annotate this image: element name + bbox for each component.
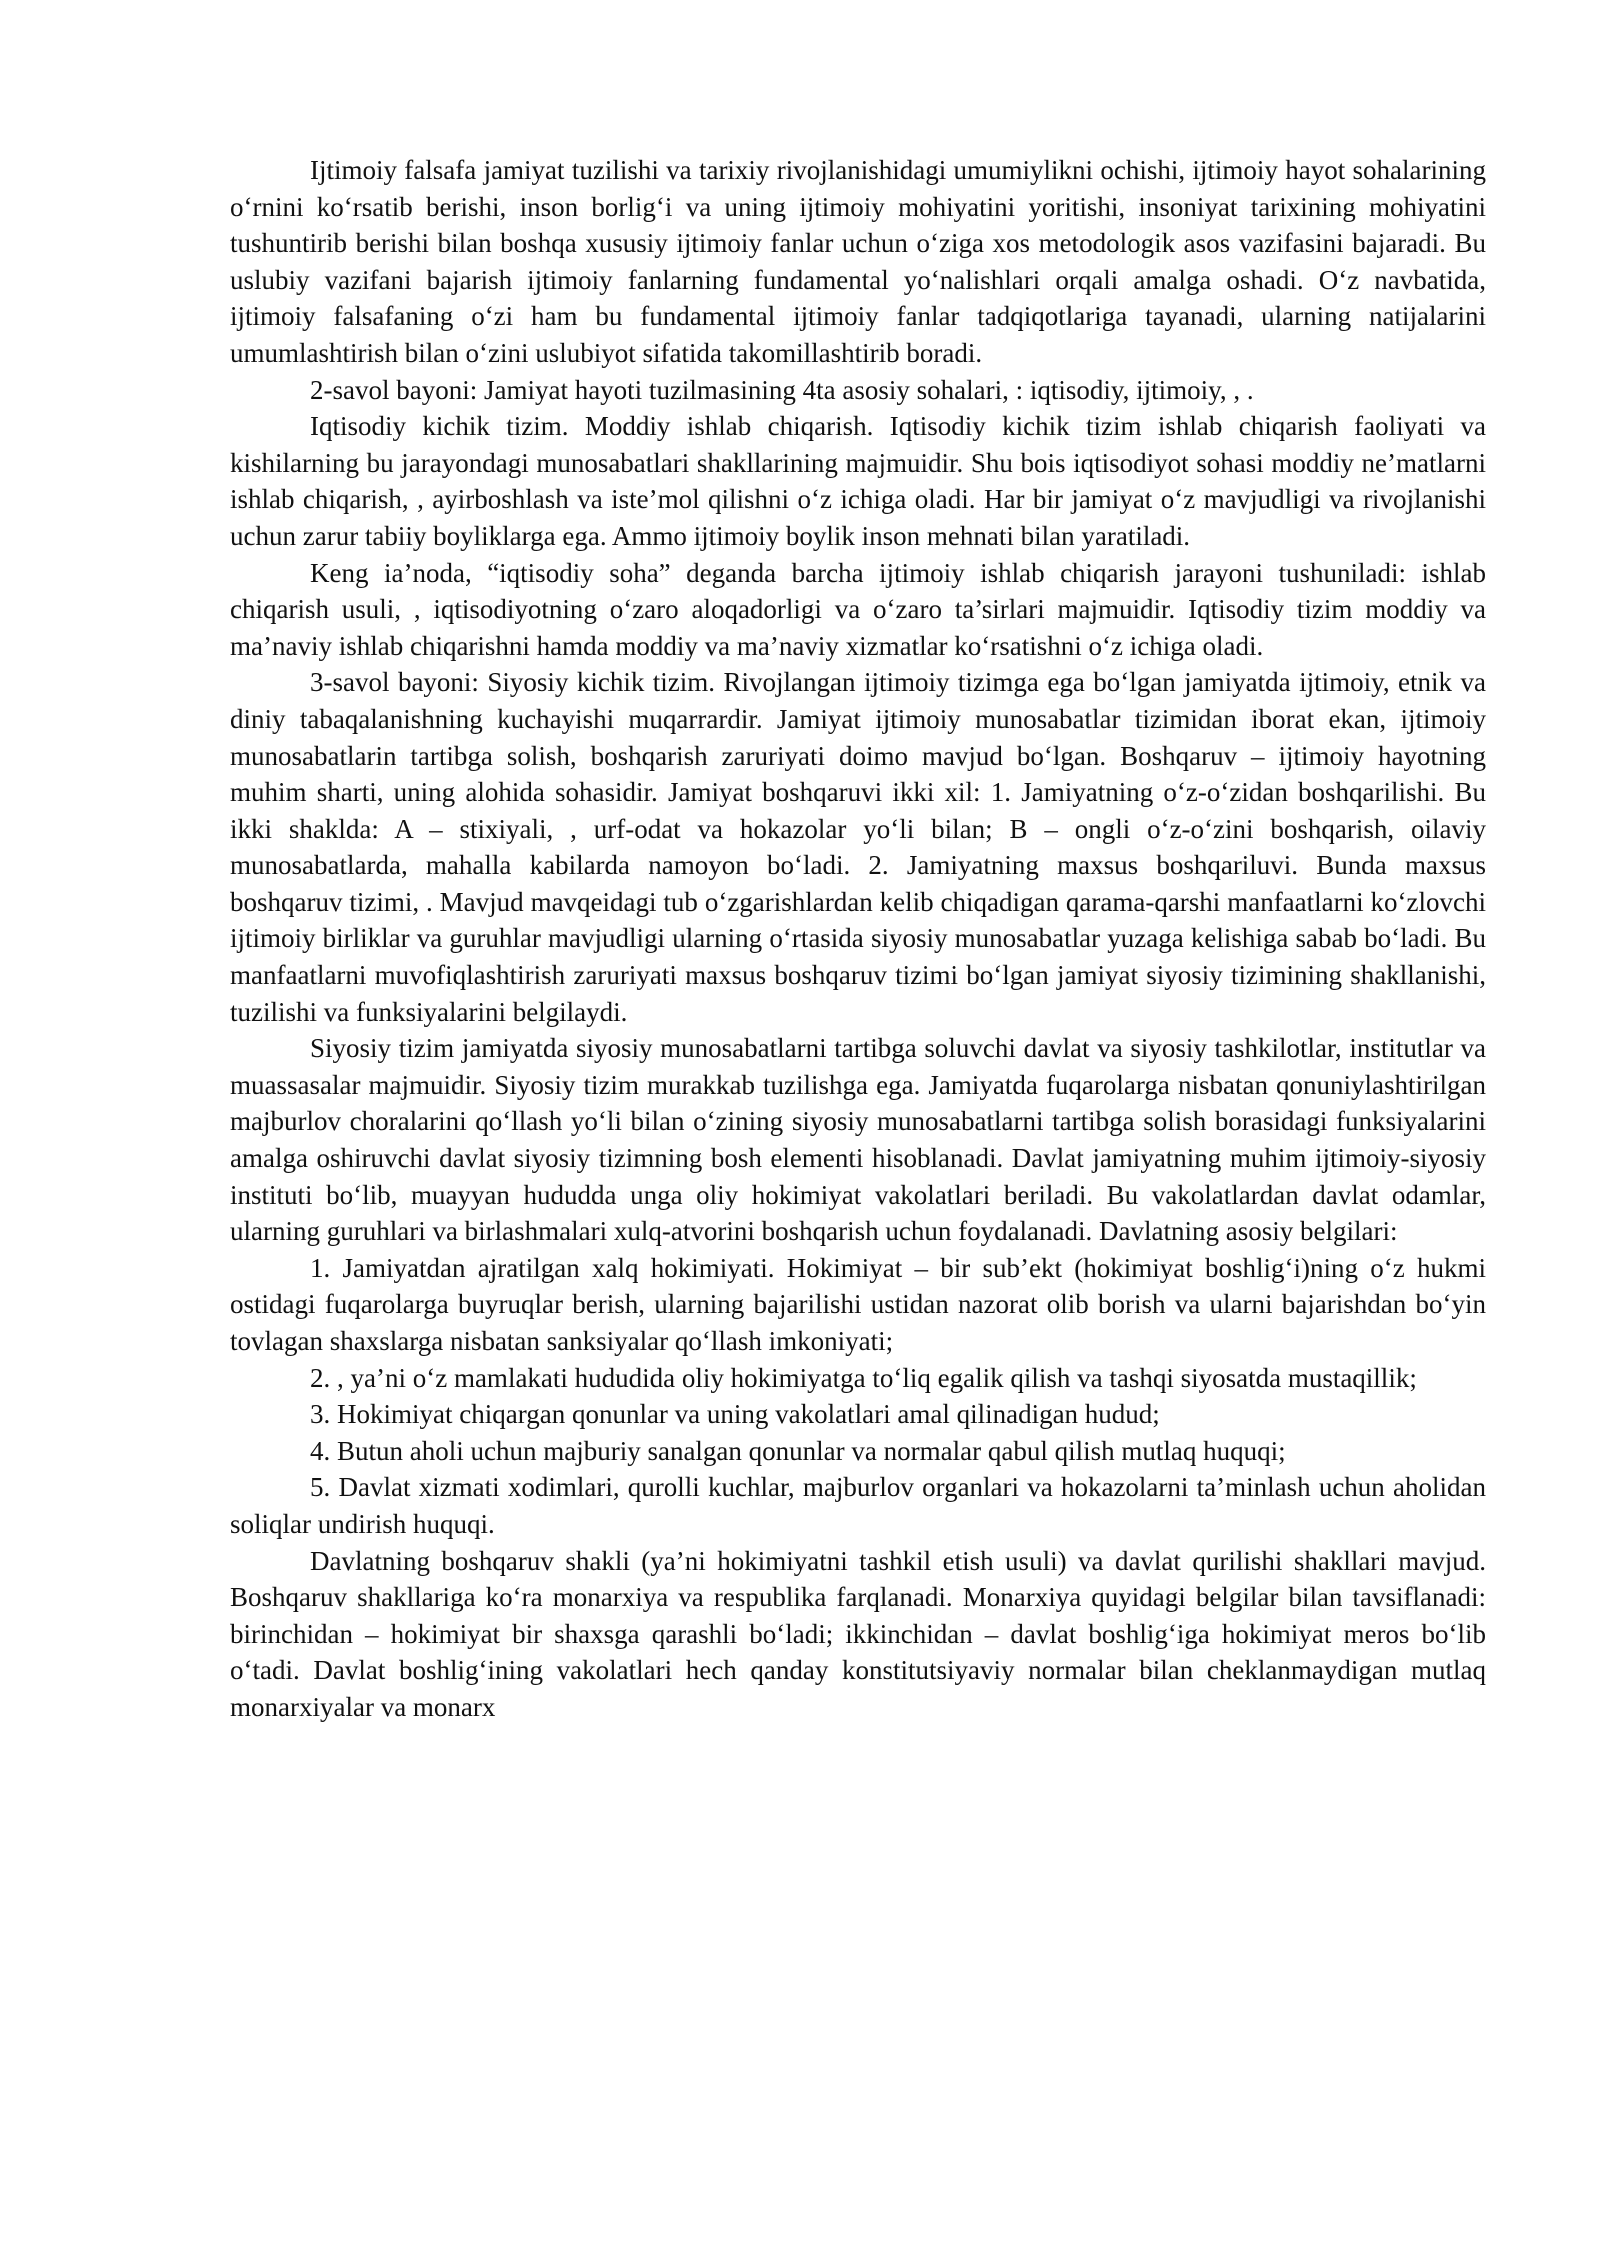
list-item-state-sign-4: 4. Butun aholi uchun majburiy sanalgan qonunlar va normalar qabul qilish mutlaq huquqi; <box>310 1435 1286 1466</box>
paragraph-forms-of-government: Davlatning boshqaruv shakli (ya’ni hokimiyatni tashkil etish usuli) va davlat qurilishi shakllari mavjud. Boshqaruv shakllariga ko‘ra monarxiya va respublika farqlanadi. Monarxiya quyidagi belgilar bilan tavsiflanadi: birinchidan – hokimiyat bir shaxsga qarashli bo‘ladi; ikkinchidan – davlat boshlig‘iga hokimiyat meros bo‘lib o‘tadi. Davlat boshlig‘ining vakolatlari hech qanday konstitutsiyaviy normalar bilan cheklanmaydigan mutlaq monarxiyalar va monarx <box>230 1545 1486 1722</box>
paragraph-political-system: Siyosiy tizim jamiyatda siyosiy munosabatlarni tartibga soluvchi davlat va siyosiy tashkilotlar, institutlar va muassasalar majmuidir. Siyosiy tizim murakkab tuzilishga ega. Jamiyatda fuqarolarga nisbatan qonuniylashtirilgan majburlov choralarini qo‘llash yo‘li bilan o‘zining siyosiy munosabatlarni tartibga solish borasidagi funksiyalarini amalga oshiruvchi davlat siyosiy tizimning bosh elementi hisoblanadi. Davlat jamiyatning muhim ijtimoiy-siyosiy instituti bo‘lib, muayyan hududda unga oliy hokimiyat vakolatlari beriladi. Bu vakolatlardan davlat odamlar, ularning guruhlari va birlashmalari xulq-atvorini boshqarish uchun foydalanadi. Davlatning asosiy belgilari: <box>230 1033 1486 1247</box>
list-item-state-sign-5: 5. Davlat xizmati xodimlari, qurolli kuchlar, majburlov organlari va hokazolarni ta’minlash uchun aholidan soliqlar undirish huquqi. <box>230 1472 1486 1539</box>
document-body <box>230 152 1486 1726</box>
list-item-state-sign-3: 3. Hokimiyat chiqargan qonunlar va uning vakolatlari amal qilinadigan hudud; <box>310 1399 1160 1430</box>
list-item-state-sign-2: 2. , ya’ni o‘z mamlakati hududida oliy hokimiyatga to‘liq egalik qilish va tashqi siyosatda mustaqillik; <box>310 1362 1417 1393</box>
paragraph-economic-sphere: Keng ia’noda, “iqtisodiy soha” deganda barcha ijtimoiy ishlab chiqarish jarayoni tushuniladi: ishlab chiqarish usuli, , iqtisodiyotning o‘zaro aloqadorligi va o‘zaro ta’sirlari majmuidir. Iqtisodiy tizim moddiy va ma’naviy ishlab chiqarishni hamda moddiy va ma’naviy xizmatlar ko‘rsatishni o‘z ichiga oladi. <box>230 557 1486 661</box>
paragraph-question-3: 3-savol bayoni: Siyosiy kichik tizim. Rivojlangan ijtimoiy tizimga ega bo‘lgan jamiyatda ijtimoiy, etnik va diniy tabaqalanishning kuchayishi muqarrardir. Jamiyat ijtimoiy munosabatlar tizimidan iborat ekan, ijtimoiy munosabatlarin tartibga solish, boshqarish zaruriyati doimo mavjud bo‘lgan. Boshqaruv – ijtimoiy hayotning muhim sharti, uning alohida sohasidir. Jamiyat boshqaruvi ikki xil: 1. Jamiyatning o‘z-o‘zidan boshqarilishi. Bu ikki shaklda: A – stixiyali, , urf-odat va hokazolar yo‘li bilan; B – ongli o‘z-o‘zini boshqarish, oilaviy munosabatlarda, mahalla kabilarda namoyon bo‘ladi. 2. Jamiyatning maxsus boshqariluvi. Bunda maxsus boshqaruv tizimi, . Mavjud mavqeidagi tub o‘zgarishlardan kelib chiqadigan qarama-qarshi manfaatlarni ko‘zlovchi ijtimoiy birliklar va guruhlar mavjudligi ularning o‘rtasida siyosiy munosabatlar yuzaga kelishiga sabab bo‘ladi. Bu manfaatlarni muvofiqlashtirish zaruriyati maxsus boshqaruv tizimi bo‘lgan jamiyat siyosiy tizimining shakllanishi, tuzilishi va funksiyalarini belgilaydi. <box>230 667 1486 1027</box>
list-item-state-sign-1: 1. Jamiyatdan ajratilgan xalq hokimiyati. Hokimiyat – bir sub’ekt (hokimiyat boshlig‘i)ning o‘z hukmi ostidagi fuqarolarga buyruqlar berish, ularning bajarilishi ustidan nazorat olib borish va ularni bajarishdan bo‘yin tovlagan shaxslarga nisbatan sanksiyalar qo‘llash imkoniyati; <box>230 1252 1486 1356</box>
paragraph-economic-subsystem: Iqtisodiy kichik tizim. Moddiy ishlab chiqarish. Iqtisodiy kichik tizim ishlab chiqarish faoliyati va kishilarning bu jarayondagi munosabatlari shakllarining majmuidir. Shu bois iqtisodiyot sohasi moddiy ne’matlarni ishlab chiqarish, , ayirboshlash va iste’mol qilishni o‘z ichiga oladi. Har bir jamiyat o‘z mavjudligi va rivojlanishi uchun zarur tabiiy boyliklarga ega. Ammo ijtimoiy boylik inson mehnati bilan yaratiladi. <box>230 411 1486 551</box>
paragraph-question-2: 2-savol bayoni: Jamiyat hayoti tuzilmasining 4ta asosiy sohalari, : iqtisodiy, ijtimoiy, , . <box>310 374 1254 405</box>
paragraph-social-philosophy: Ijtimoiy falsafa jamiyat tuzilishi va tarixiy rivojlanishidagi umumiylikni ochishi, ijtimoiy hayot sohalarining o‘rnini ko‘rsatib berishi, inson borlig‘i va uning ijtimoiy mohiyatini yoritishi, insoniyat tarixining mohiyatini tushuntirib berishi bilan boshqa xususiy ijtimoiy fanlar uchun o‘ziga xos metodologik asos vazifasini bajaradi. Bu uslubiy vazifani bajarish ijtimoiy fanlarning fundamental yo‘nalishlari orqali amalga oshadi. O‘z navbatida, ijtimoiy falsafaning o‘zi ham bu fundamental ijtimoiy fanlar tadqiqotlariga tayanadi, ularning natijalarini umumlashtirish bilan o‘zini uslubiyot sifatida takomillashtirib boradi. <box>230 155 1486 368</box>
